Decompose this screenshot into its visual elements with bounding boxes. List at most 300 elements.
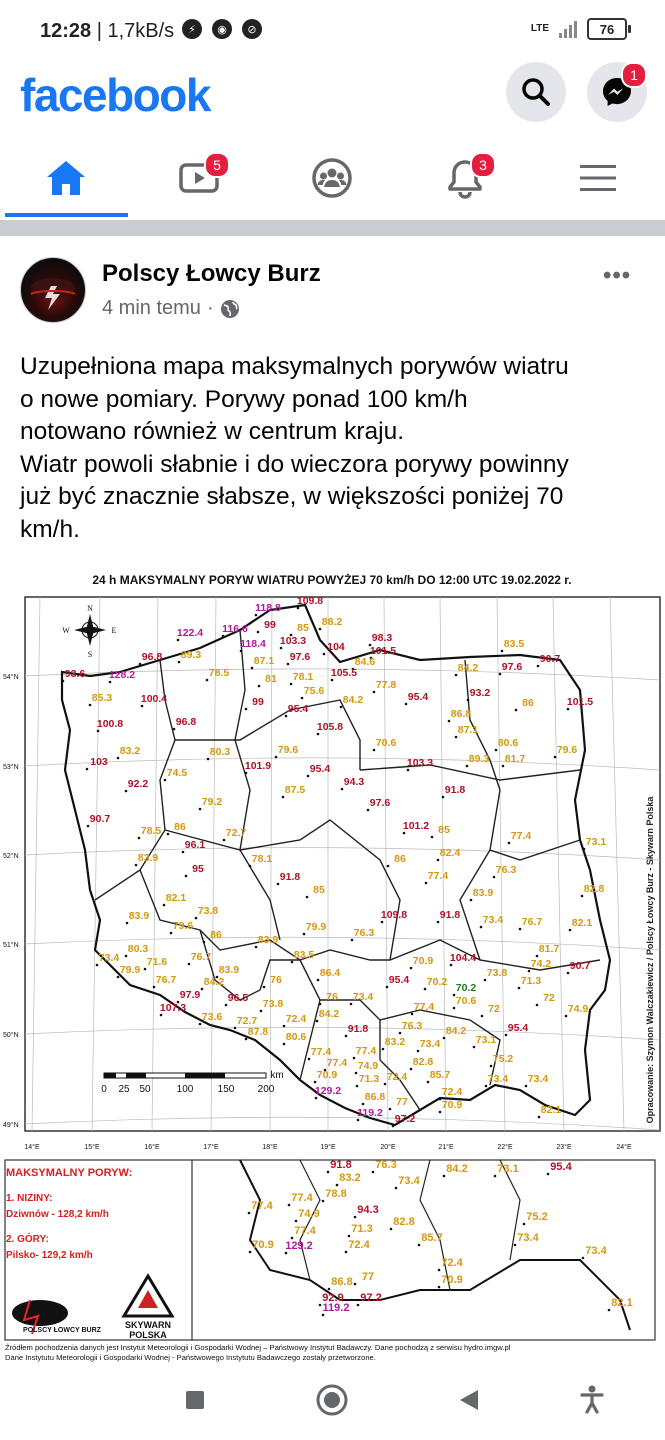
inset-station-dot <box>547 1173 550 1176</box>
station-dot <box>384 1083 387 1086</box>
station-value: 76.3 <box>401 1020 423 1032</box>
post-time[interactable]: 4 min temu <box>102 297 201 319</box>
station-dot <box>466 765 469 768</box>
station-dot <box>201 988 204 991</box>
inset-station-value: 82.8 <box>393 1216 415 1228</box>
station-value: 70.9 <box>441 1099 463 1111</box>
station-dot <box>439 1111 442 1114</box>
station-value: 73.4 <box>482 914 504 926</box>
station-value: 109.8 <box>380 909 408 921</box>
station-dot <box>89 704 92 707</box>
station-dot <box>206 679 209 682</box>
app-header <box>0 62 665 130</box>
station-value: 79.2 <box>201 796 223 808</box>
station-value: 71.6 <box>146 956 168 968</box>
station-dot <box>508 842 511 845</box>
station-value: 96.8 <box>141 651 163 663</box>
home-nav-button[interactable] <box>316 1384 348 1416</box>
inset-station-value: 77 <box>361 1271 375 1283</box>
station-dot <box>314 1081 317 1084</box>
station-dot <box>455 674 458 677</box>
station-dot <box>96 964 99 967</box>
station-dot <box>177 639 180 642</box>
station-value: 87.8 <box>247 1026 269 1038</box>
station-dot <box>345 1035 348 1038</box>
inset-station-value: 72.4 <box>348 1239 370 1251</box>
station-dot <box>277 883 280 886</box>
station-dot <box>308 1058 311 1061</box>
station-dot <box>86 768 89 771</box>
station-value: 70.9 <box>316 1069 338 1081</box>
station-dot <box>251 667 254 670</box>
lon-label: 18°E <box>262 1144 278 1151</box>
station-value: 84.2 <box>203 976 225 988</box>
station-dot <box>417 1050 420 1053</box>
post-line: o nowe pomiary. Porywy ponad 100 km/h <box>20 385 468 413</box>
station-dot <box>139 663 142 666</box>
station-value: 71.3 <box>520 975 542 987</box>
station-dot <box>392 1125 395 1128</box>
station-value: 86 <box>394 853 406 865</box>
station-value: 81.7 <box>504 753 526 765</box>
station-dot <box>502 765 505 768</box>
tab-bar <box>0 140 665 218</box>
inset-station-dot <box>354 1283 357 1286</box>
inset-station-dot <box>295 1220 298 1223</box>
station-dot <box>493 876 496 879</box>
station-value: 96.8 <box>175 716 197 728</box>
station-value: 82.1 <box>571 917 593 929</box>
station-dot <box>538 1116 541 1119</box>
system-nav-bar <box>0 1368 665 1440</box>
scale-label: 200 <box>257 1084 275 1095</box>
inset-station-dot <box>418 1244 421 1247</box>
lon-label: 23°E <box>556 1144 572 1151</box>
station-value: 91.8 <box>439 909 461 921</box>
station-dot <box>285 715 288 718</box>
station-dot <box>351 939 354 942</box>
lon-label: 19°E <box>320 1144 336 1151</box>
page-avatar[interactable] <box>20 257 86 323</box>
status-right <box>531 18 627 40</box>
station-dot <box>199 1023 202 1026</box>
lon-label: 22°E <box>497 1144 513 1151</box>
scale-label: 25 <box>118 1084 130 1095</box>
tab-groups[interactable] <box>271 140 393 216</box>
inset-station-dot <box>336 1184 339 1187</box>
inset-station-value: 119.2 <box>322 1302 350 1314</box>
station-dot <box>163 904 166 907</box>
station-value: 95.4 <box>407 691 429 703</box>
station-value: 75.6 <box>303 685 325 697</box>
station-value: 101.5 <box>369 645 397 657</box>
station-value: 73.1 <box>585 836 607 848</box>
inset-station-dot <box>582 1257 585 1260</box>
station-value: 103.3 <box>406 757 434 769</box>
station-dot <box>225 1004 228 1007</box>
post-line: Wiatr powoli słabnie i do wieczora porywy powinny <box>20 450 569 478</box>
station-value: 100.8 <box>96 718 124 730</box>
station-dot <box>569 929 572 932</box>
station-value: 72.4 <box>386 1071 408 1083</box>
station-dot <box>301 697 304 700</box>
station-dot <box>125 955 128 958</box>
station-value: 83.5 <box>503 638 525 650</box>
station-value: 90.7 <box>539 653 561 665</box>
station-value: 82.4 <box>439 847 461 859</box>
station-dot <box>381 921 384 924</box>
station-value: 77.4 <box>427 870 449 882</box>
station-value: 87.5 <box>284 784 306 796</box>
station-value: 78.1 <box>251 853 273 865</box>
inset-station-value: 82.1 <box>611 1297 633 1309</box>
station-dot <box>260 1010 263 1013</box>
inset-station-value: 94.3 <box>357 1204 379 1216</box>
inset-station-dot <box>249 1251 252 1254</box>
post-image-map[interactable] <box>0 570 665 1365</box>
station-value: 72.7 <box>236 1015 258 1027</box>
inset-station-value: 92.9 <box>322 1292 344 1304</box>
inset-station-dot <box>523 1223 526 1226</box>
station-value: 79.6 <box>556 744 578 756</box>
station-value: 94.3 <box>343 776 365 788</box>
station-value: 101.2 <box>402 820 430 832</box>
station-dot <box>518 987 521 990</box>
storm-logo-icon <box>21 258 85 322</box>
station-dot <box>222 635 225 638</box>
station-value: 83.9 <box>137 852 159 864</box>
post-text <box>20 351 645 546</box>
station-dot <box>357 1119 360 1122</box>
station-value: 103.3 <box>279 635 307 647</box>
station-dot <box>340 706 343 709</box>
recents-button[interactable] <box>185 1390 205 1410</box>
station-dot <box>473 1046 476 1049</box>
messenger-badge: 1 <box>621 62 647 88</box>
station-value: 93.6 <box>64 668 86 680</box>
tab-watch[interactable] <box>138 140 260 216</box>
station-value: 100.4 <box>140 693 168 705</box>
home-icon <box>45 158 87 198</box>
station-dot <box>126 922 129 925</box>
station-value: 83.9 <box>472 887 494 899</box>
station-value: 73.1 <box>475 1034 497 1046</box>
scale-label: 100 <box>176 1084 194 1095</box>
station-dot <box>315 1097 318 1100</box>
inset-station-dot <box>438 1286 441 1289</box>
station-value: 72.7 <box>225 827 247 839</box>
station-value: 73.4 <box>487 1073 509 1085</box>
station-dot <box>245 772 248 775</box>
station-dot <box>536 955 539 958</box>
station-dot <box>207 758 210 761</box>
network-type: LTE <box>530 23 549 34</box>
station-value: 97.9 <box>179 989 201 1001</box>
station-value: 101.5 <box>566 696 594 708</box>
more-options-button[interactable]: ••• <box>603 262 632 289</box>
inset-station-value: 76.3 <box>375 1159 397 1171</box>
post-line: Uzupełniona mapa maksymalnych porywów wiatru <box>20 353 569 380</box>
inset-station-dot <box>395 1187 398 1190</box>
station-value: 74.2 <box>530 958 552 970</box>
shield-icon: ⚡ <box>182 19 202 39</box>
station-value: 129.2 <box>314 1085 342 1097</box>
station-dot <box>291 961 294 964</box>
station-value: 95 <box>192 863 204 875</box>
source-note: Źródłem pochodzenia danych jest Instytut Meteorologii i Gospodarki Wodnej – Państwowy Instytut Badawczy. Dane pochodzą z serwisu hydro.imgw.pl <box>5 1343 511 1352</box>
station-value: 91.8 <box>347 1023 369 1035</box>
station-value: 79.6 <box>172 920 194 932</box>
station-dot <box>188 963 191 966</box>
station-value: 80.6 <box>285 1031 307 1043</box>
lon-label: 15°E <box>84 1144 100 1151</box>
station-value: 98.3 <box>371 632 393 644</box>
station-value: 77.4 <box>310 1046 332 1058</box>
post-line: już być znacznie słabsze, w większości poniżej 70 <box>20 483 564 510</box>
inset-station-value: 97.2 <box>360 1292 382 1304</box>
station-dot <box>317 979 320 982</box>
station-dot <box>287 663 290 666</box>
station-value: 72.4 <box>285 1013 307 1025</box>
station-dot <box>389 1108 392 1111</box>
station-value: 83.9 <box>218 964 240 976</box>
station-dot <box>317 733 320 736</box>
back-button[interactable] <box>458 1388 480 1412</box>
station-value: 89.3 <box>180 649 202 661</box>
messenger-button[interactable] <box>587 62 647 122</box>
station-dot <box>141 705 144 708</box>
hamburger-menu-icon <box>578 162 618 194</box>
station-dot <box>319 1003 322 1006</box>
station-dot <box>185 875 188 878</box>
station-dot <box>410 967 413 970</box>
legend-item: Dziwnów - 128,2 km/h <box>6 1209 109 1220</box>
station-dot <box>170 932 173 935</box>
inset-station-value: 75.2 <box>526 1211 548 1223</box>
station-value: 85 <box>438 824 450 836</box>
facebook-logo[interactable]: facebook <box>20 69 210 121</box>
station-value: 77.4 <box>355 1045 377 1057</box>
inset-station-value: 95.4 <box>550 1161 572 1173</box>
station-value: 109.8 <box>296 595 324 607</box>
search-button[interactable] <box>506 62 566 122</box>
station-dot <box>407 769 410 772</box>
station-dot <box>499 673 502 676</box>
station-dot <box>255 614 258 617</box>
station-dot <box>399 1032 402 1035</box>
inset-station-value: 72.4 <box>441 1257 463 1269</box>
scale-label: 150 <box>217 1084 235 1095</box>
inset-station-dot <box>390 1228 393 1231</box>
station-dot <box>117 757 120 760</box>
station-value: 73.8 <box>197 905 219 917</box>
station-value: 72 <box>488 1003 500 1015</box>
meta-separator: · <box>206 297 214 319</box>
inset-station-dot <box>319 1304 322 1307</box>
station-dot <box>280 647 283 650</box>
station-dot <box>505 1034 508 1037</box>
tab-notifications[interactable] <box>404 140 526 216</box>
station-dot <box>442 796 445 799</box>
station-value: 128.2 <box>108 669 136 681</box>
station-value: 77.8 <box>375 679 397 691</box>
station-value: 86 <box>174 821 186 833</box>
station-value: 83.2 <box>119 745 141 757</box>
station-dot <box>297 607 300 610</box>
station-dot <box>450 964 453 967</box>
station-dot <box>386 986 389 989</box>
inset-station-value: 71.3 <box>351 1223 373 1235</box>
station-value: 73.6 <box>201 1011 223 1023</box>
station-value: 73.4 <box>98 952 120 964</box>
station-dot <box>448 720 451 723</box>
inset-station-value: 74.9 <box>298 1208 320 1220</box>
station-dot <box>554 756 557 759</box>
watch-badge: 5 <box>204 152 230 178</box>
signal-icon <box>559 20 577 38</box>
station-value: 73.8 <box>262 998 284 1010</box>
station-value: 84.2 <box>342 694 364 706</box>
station-dot <box>490 1065 493 1068</box>
station-dot <box>135 864 138 867</box>
compass-s: S <box>87 650 93 659</box>
station-value: 84.6 <box>354 656 376 668</box>
inset-station-value: 73.4 <box>398 1175 420 1187</box>
inset-station-value: 73.4 <box>517 1232 539 1244</box>
station-dot <box>528 970 531 973</box>
station-value: 107.3 <box>159 1002 187 1014</box>
station-value: 118.8 <box>255 602 281 614</box>
post-line: notowano również w centrum kraju. <box>20 418 405 445</box>
station-value: 86.8 <box>364 1091 386 1103</box>
station-value: 74.5 <box>166 767 188 779</box>
station-value: 97.2 <box>394 1113 416 1125</box>
station-dot <box>467 699 470 702</box>
compass-n: N <box>87 604 93 613</box>
station-value: 99 <box>264 619 276 631</box>
source-note-2: Dane Instytutu Meteorologii i Gospodarki Wodnej - Państwowego Instytutu Badawczego zostały przetworzone. <box>5 1353 376 1362</box>
station-value: 90.7 <box>569 960 591 972</box>
lat-label: 52°N <box>3 853 19 860</box>
station-value: 74.9 <box>567 1003 589 1015</box>
station-dot <box>245 708 248 711</box>
station-dot <box>258 685 261 688</box>
station-value: 82.1 <box>540 1104 562 1116</box>
station-dot <box>519 928 522 931</box>
station-value: 97.6 <box>289 651 311 663</box>
legend-title: MAKSYMALNY PORYW: <box>6 1167 133 1179</box>
station-dot <box>290 683 293 686</box>
globe-icon <box>220 299 240 319</box>
station-value: 85.7 <box>429 1069 451 1081</box>
inset-station-value: 129.2 <box>285 1240 313 1252</box>
station-value: 80.3 <box>209 746 231 758</box>
station-dot <box>537 665 540 668</box>
accessibility-button[interactable] <box>580 1384 604 1414</box>
station-value: 101.9 <box>244 760 272 772</box>
station-dot <box>138 837 141 840</box>
map-title: 24 h MAKSYMALNY PORYW WIATRU POWYŻEJ 70 km/h DO 12:00 UTC 19.02.2022 r. <box>92 573 572 587</box>
skywarn-text: SKYWARN <box>124 1320 172 1330</box>
page-name[interactable]: Polscy Łowcy Burz <box>102 260 321 287</box>
tab-home[interactable] <box>5 140 127 216</box>
station-value: 89.3 <box>468 753 490 765</box>
station-value: 83.2 <box>384 1036 406 1048</box>
station-dot <box>303 933 306 936</box>
station-value: 104 <box>327 641 345 653</box>
station-dot <box>255 946 258 949</box>
station-dot <box>581 895 584 898</box>
post-line: km/h. <box>20 515 80 543</box>
station-dot <box>283 1025 286 1028</box>
station-value: 86 <box>522 697 534 709</box>
skywarn-text-2: POLSKA <box>129 1330 167 1340</box>
station-dot <box>125 790 128 793</box>
station-value: 86.4 <box>319 967 341 979</box>
lat-label: 54°N <box>3 674 19 681</box>
station-dot <box>355 1072 358 1075</box>
station-dot <box>353 1057 356 1060</box>
station-dot <box>453 1007 456 1010</box>
search-icon <box>520 76 552 108</box>
tab-menu[interactable] <box>537 140 659 216</box>
inset-station-value: 85.7 <box>421 1232 443 1244</box>
station-value: 86.8 <box>450 708 472 720</box>
station-dot <box>427 1081 430 1084</box>
inset-station-dot <box>322 1200 325 1203</box>
station-dot <box>431 836 434 839</box>
active-tab-indicator <box>5 213 128 217</box>
status-bar <box>0 0 665 62</box>
lat-label: 53°N <box>3 764 19 771</box>
lat-label: 49°N <box>3 1122 19 1129</box>
inset-station-value: 91.8 <box>330 1159 352 1171</box>
station-value: 71.3 <box>358 1073 380 1085</box>
inset-station-dot <box>327 1171 330 1174</box>
station-value: 84.2 <box>445 1025 467 1037</box>
lon-label: 21°E <box>438 1144 454 1151</box>
station-value: 79.6 <box>277 744 299 756</box>
station-dot <box>501 650 504 653</box>
station-value: 85 <box>297 622 309 634</box>
station-value: 92.2 <box>127 778 149 790</box>
station-value: 78.1 <box>292 671 314 683</box>
station-dot <box>405 703 408 706</box>
inset-station-dot <box>348 1235 351 1238</box>
station-dot <box>567 708 570 711</box>
inset-station-value: 83.2 <box>339 1172 361 1184</box>
station-dot <box>373 749 376 752</box>
station-dot <box>160 1014 163 1017</box>
station-value: 104.4 <box>449 952 477 964</box>
inset-station-dot <box>357 1304 360 1307</box>
station-value: 70.9 <box>412 955 434 967</box>
lon-label: 24°E <box>616 1144 632 1151</box>
station-dot <box>470 899 473 902</box>
lon-label: 16°E <box>144 1144 160 1151</box>
compass-w: W <box>62 626 70 635</box>
station-dot <box>341 788 344 791</box>
station-dot <box>403 832 406 835</box>
station-value: 119.2 <box>357 1107 383 1119</box>
station-value: 96.1 <box>184 839 206 851</box>
station-value: 75.2 <box>492 1053 514 1065</box>
station-dot <box>437 921 440 924</box>
inset-station-dot <box>438 1269 441 1272</box>
station-value: 78.5 <box>140 825 162 837</box>
station-dot <box>316 1020 319 1023</box>
inset-station-dot <box>608 1309 611 1312</box>
